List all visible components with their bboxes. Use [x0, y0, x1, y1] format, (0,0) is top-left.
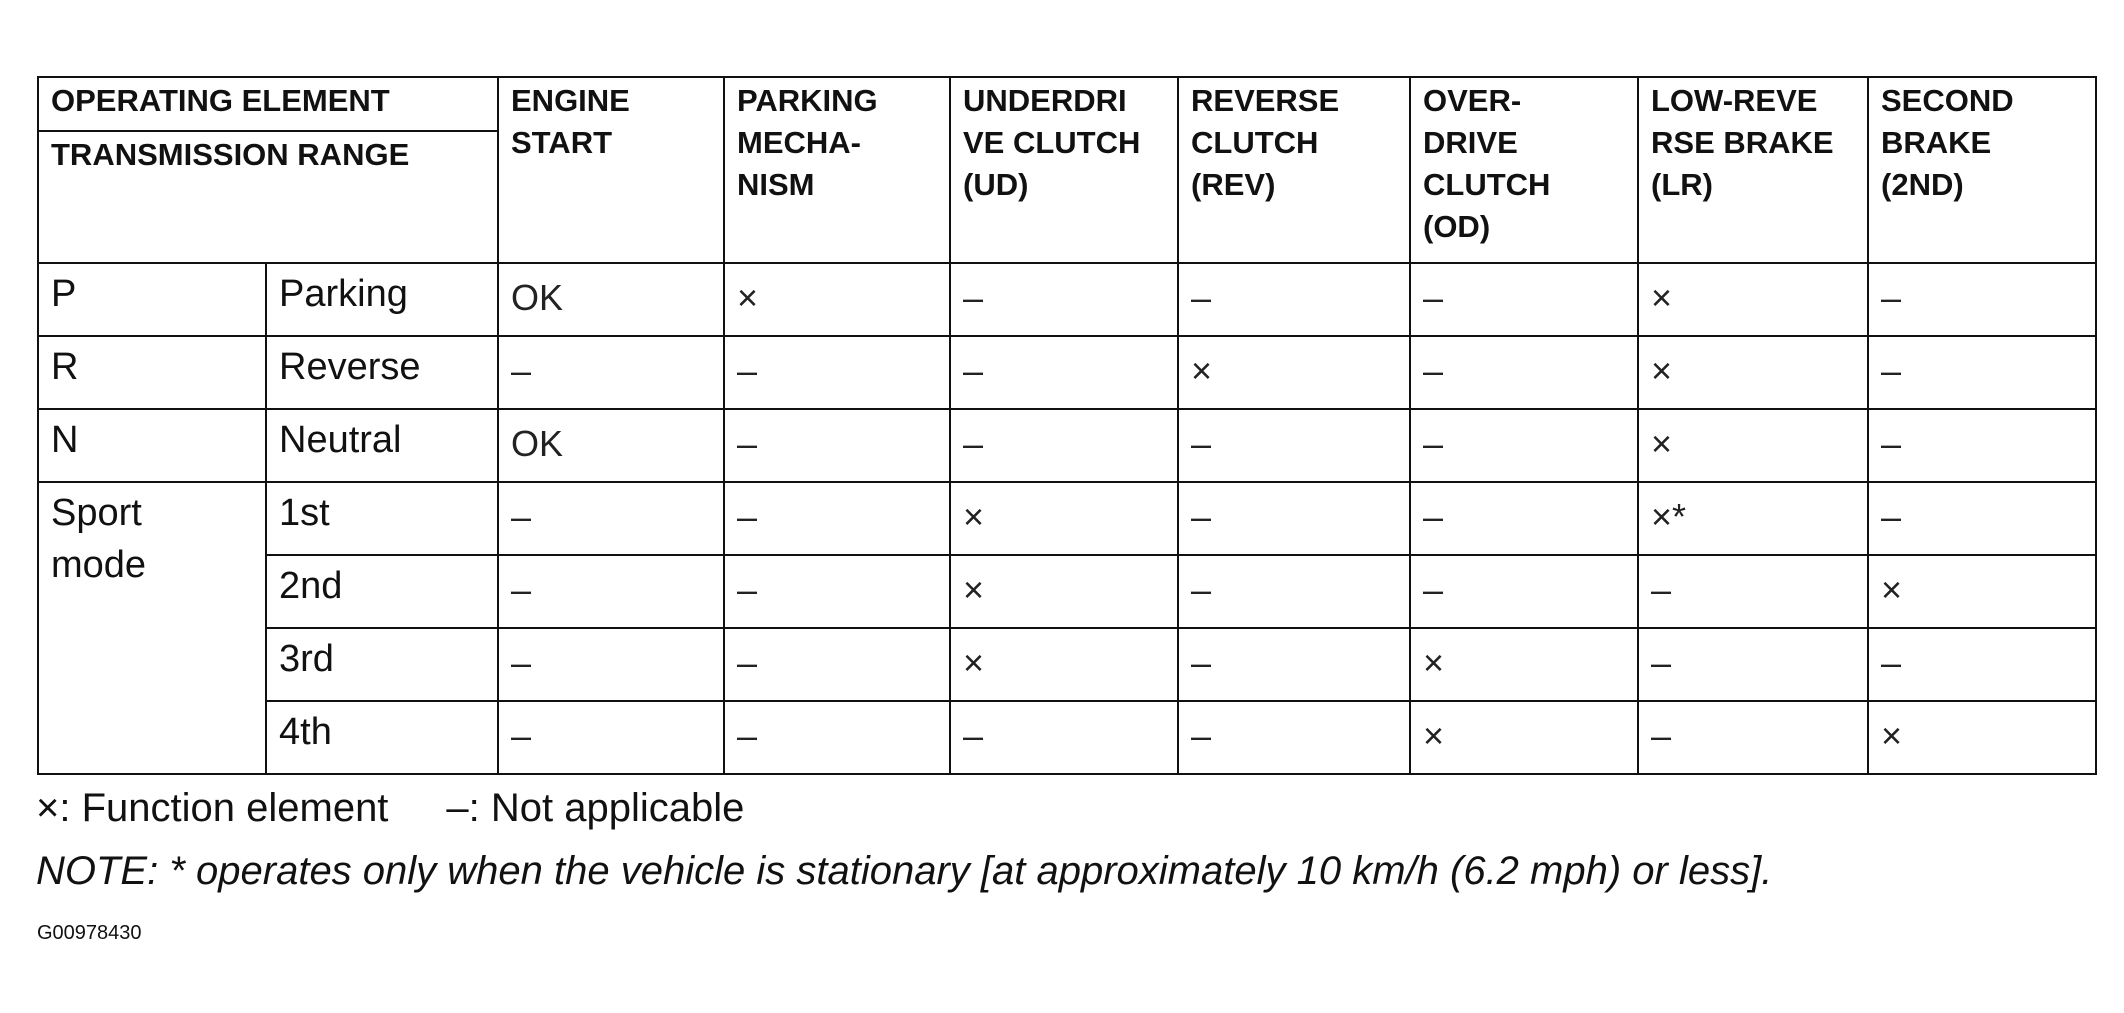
- element-status: –: [511, 496, 532, 537]
- legend-function-element: ×: Function element: [36, 786, 389, 830]
- element-status: –: [737, 642, 758, 683]
- element-status-cell: [724, 409, 950, 482]
- header-column-line: (OD): [1423, 209, 1491, 244]
- element-status-cell: [498, 336, 724, 409]
- element-status-cell: [1868, 701, 2096, 774]
- element-status: –: [1423, 350, 1444, 391]
- element-status-cell: [950, 555, 1178, 628]
- range-description-cell: [266, 263, 498, 336]
- element-status: ×: [1423, 642, 1445, 683]
- range-label: Sport mode: [51, 492, 147, 586]
- element-status-cell: [1868, 482, 2096, 555]
- element-status-cell: [950, 701, 1178, 774]
- range-description: Neutral: [279, 419, 402, 461]
- header-column-line: (2ND): [1881, 167, 1964, 202]
- element-status-cell: [498, 628, 724, 701]
- header-column-cell: [1638, 77, 1868, 263]
- element-status-cell: [1178, 628, 1410, 701]
- element-status-cell: [724, 336, 950, 409]
- range-description-cell: [266, 336, 498, 409]
- element-status: –: [511, 350, 532, 391]
- element-status-cell: [498, 263, 724, 336]
- element-status-cell: [1638, 409, 1868, 482]
- range-description: 4th: [279, 711, 332, 753]
- header-column-line: START: [511, 125, 613, 160]
- element-status: –: [1191, 715, 1212, 756]
- element-status: –: [1651, 715, 1672, 756]
- header-column-line: SECOND: [1881, 83, 2014, 118]
- element-status: ×: [1651, 277, 1673, 318]
- header-column-line: (UD): [963, 167, 1029, 202]
- element-status: –: [1881, 277, 1902, 318]
- element-status: ×: [1881, 715, 1903, 756]
- element-status-cell: [724, 263, 950, 336]
- range-label: R: [51, 346, 79, 388]
- range-description: Parking: [279, 273, 408, 315]
- header-corner-cell: [38, 77, 498, 263]
- element-status: –: [1423, 423, 1444, 464]
- footnote: NOTE: * operates only when the vehicle is stationary [at approximately 10 km/h (6.2 mph) or less].: [36, 849, 1773, 893]
- element-status: –: [1423, 569, 1444, 610]
- range-description-cell: [266, 482, 498, 555]
- range-description: 3rd: [279, 638, 334, 680]
- table-row: [38, 336, 2096, 409]
- element-status: –: [1191, 496, 1212, 537]
- range-cell: [38, 482, 266, 774]
- element-status: ×*: [1651, 496, 1687, 537]
- element-status-cell: [498, 701, 724, 774]
- header-column-line: REVERSE: [1191, 83, 1340, 118]
- range-description: 1st: [279, 492, 330, 534]
- element-status: ×: [737, 277, 759, 318]
- header-column-line: CLUTCH: [1191, 125, 1319, 160]
- element-status-cell: [724, 555, 950, 628]
- range-cell: [38, 336, 266, 409]
- element-status-cell: [1638, 555, 1868, 628]
- element-status-cell: [724, 482, 950, 555]
- table-row: [38, 409, 2096, 482]
- element-status-cell: [1868, 336, 2096, 409]
- element-status: –: [963, 350, 984, 391]
- element-status: –: [737, 423, 758, 464]
- element-status: ×: [1651, 423, 1673, 464]
- header-column-line: MECHA-: [737, 125, 861, 160]
- transmission-range-label: TRANSMISSION RANGE: [51, 137, 410, 172]
- element-status-cell: [1638, 628, 1868, 701]
- element-status: –: [511, 569, 532, 610]
- element-status-cell: [724, 701, 950, 774]
- element-status: –: [1191, 569, 1212, 610]
- header-column-line: (LR): [1651, 167, 1713, 202]
- header-column-cell: [498, 77, 724, 263]
- header-column-line: PARKING: [737, 83, 878, 118]
- element-status: ×: [1651, 350, 1673, 391]
- element-status-cell: [1178, 409, 1410, 482]
- header-column-line: CLUTCH: [1423, 167, 1551, 202]
- element-status: OK: [511, 423, 564, 464]
- range-description-cell: [266, 555, 498, 628]
- header-column-line: UNDERDRI: [963, 83, 1127, 118]
- element-status-cell: [1868, 263, 2096, 336]
- element-status: –: [1191, 277, 1212, 318]
- element-status: –: [1191, 423, 1212, 464]
- element-status: –: [963, 277, 984, 318]
- element-status-cell: [1410, 409, 1638, 482]
- header-column-line: DRIVE: [1423, 125, 1518, 160]
- element-status-cell: [1868, 628, 2096, 701]
- range-cell: [38, 263, 266, 336]
- element-status-cell: [1410, 701, 1638, 774]
- header-column-cell: [1410, 77, 1638, 263]
- range-description-cell: [266, 701, 498, 774]
- element-status: –: [1881, 423, 1902, 464]
- element-status-cell: [1178, 482, 1410, 555]
- element-status-cell: [1410, 628, 1638, 701]
- element-status: –: [963, 423, 984, 464]
- header-column-cell: [724, 77, 950, 263]
- legend-not-applicable: –: Not applicable: [446, 786, 745, 830]
- element-status: –: [737, 715, 758, 756]
- range-description-cell: [266, 628, 498, 701]
- range-cell: [38, 409, 266, 482]
- element-status-cell: [950, 336, 1178, 409]
- element-status-cell: [1638, 701, 1868, 774]
- element-status: ×: [963, 642, 985, 683]
- element-status-cell: [950, 482, 1178, 555]
- element-status-cell: [1868, 555, 2096, 628]
- header-column-cell: [1178, 77, 1410, 263]
- element-status-cell: [1178, 701, 1410, 774]
- table-row: [38, 628, 2096, 701]
- element-status: –: [1881, 496, 1902, 537]
- table-row: [38, 482, 2096, 555]
- element-status-cell: [1638, 263, 1868, 336]
- header-column-line: ENGINE: [511, 83, 630, 118]
- range-label: P: [51, 273, 77, 315]
- element-status: –: [737, 569, 758, 610]
- element-status: ×: [1423, 715, 1445, 756]
- element-status: –: [1651, 569, 1672, 610]
- header-column-line: LOW-REVE: [1651, 83, 1818, 118]
- element-status: –: [737, 496, 758, 537]
- range-description: 2nd: [279, 565, 343, 607]
- element-status: –: [1423, 277, 1444, 318]
- element-status: –: [511, 642, 532, 683]
- element-status: OK: [511, 277, 564, 318]
- element-status-cell: [1178, 263, 1410, 336]
- element-status: ×: [1191, 350, 1213, 391]
- table-row: [38, 701, 2096, 774]
- element-status: –: [1881, 350, 1902, 391]
- header-column-line: BRAKE: [1881, 125, 1992, 160]
- table-row: [38, 555, 2096, 628]
- element-status-cell: [950, 263, 1178, 336]
- header-column-line: VE CLUTCH: [963, 125, 1141, 160]
- element-status: –: [963, 715, 984, 756]
- element-status: ×: [963, 496, 985, 537]
- element-status-cell: [498, 555, 724, 628]
- header-column-line: (REV): [1191, 167, 1276, 202]
- range-description: Reverse: [279, 346, 421, 388]
- table-row: [38, 263, 2096, 336]
- element-status-cell: [950, 628, 1178, 701]
- header-column-cell: [950, 77, 1178, 263]
- element-status-cell: [1410, 263, 1638, 336]
- range-description-cell: [266, 409, 498, 482]
- element-status: –: [1191, 642, 1212, 683]
- element-status: –: [511, 715, 532, 756]
- header-column-cell: [1868, 77, 2096, 263]
- legend: [36, 783, 744, 833]
- element-status: –: [1881, 642, 1902, 683]
- element-status-cell: [1410, 555, 1638, 628]
- element-status-cell: [1638, 482, 1868, 555]
- header-column-line: OVER-: [1423, 83, 1522, 118]
- operating-element-table: [37, 76, 2097, 775]
- range-label: N: [51, 419, 79, 461]
- header-column-line: RSE BRAKE: [1651, 125, 1834, 160]
- element-status: ×: [1881, 569, 1903, 610]
- element-status-cell: [1868, 409, 2096, 482]
- element-status-cell: [1178, 336, 1410, 409]
- element-status: –: [1651, 642, 1672, 683]
- element-status: –: [1423, 496, 1444, 537]
- element-status: ×: [963, 569, 985, 610]
- table-body: [38, 77, 2096, 774]
- element-status-cell: [1410, 336, 1638, 409]
- operating-element-label: OPERATING ELEMENT: [51, 83, 390, 118]
- element-status-cell: [950, 409, 1178, 482]
- element-status-cell: [1178, 555, 1410, 628]
- figure-code: G00978430: [37, 922, 142, 944]
- element-status-cell: [1410, 482, 1638, 555]
- element-status-cell: [498, 482, 724, 555]
- element-status-cell: [724, 628, 950, 701]
- element-status-cell: [498, 409, 724, 482]
- element-status-cell: [1638, 336, 1868, 409]
- header-row: [38, 77, 2096, 263]
- element-status: –: [737, 350, 758, 391]
- header-column-line: NISM: [737, 167, 815, 202]
